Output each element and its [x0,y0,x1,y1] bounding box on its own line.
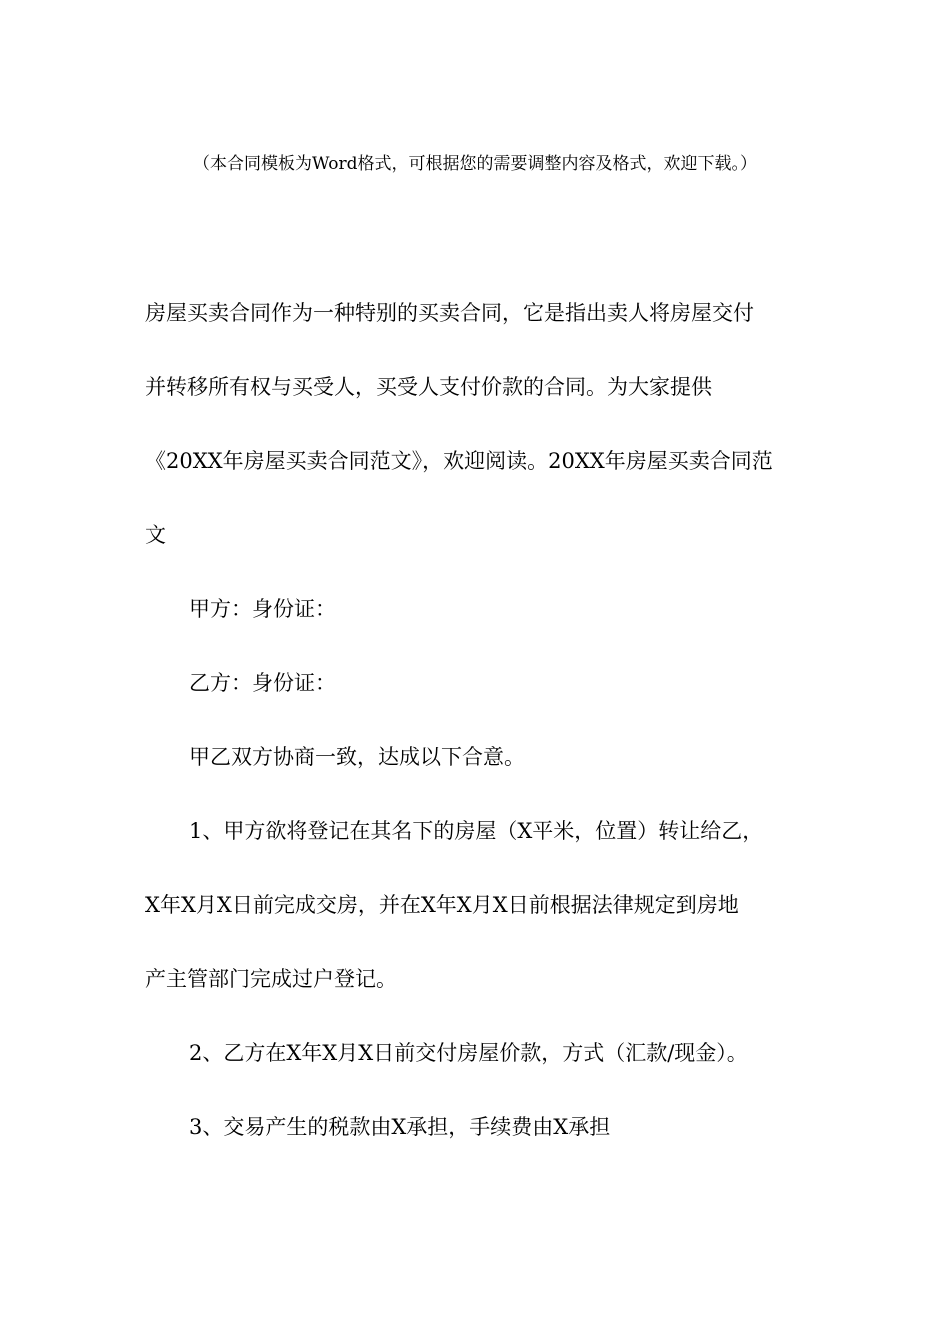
template-note: （本合同模板为Word格式，可根据您的需要调整内容及格式，欢迎下载。） [192,154,758,174]
body-line: 文 [145,523,166,547]
contract-body [145,296,805,1184]
body-line: 《20XX年房屋买卖合同范文》，欢迎阅读。20XX年房屋买卖合同范 [145,449,773,473]
party-a-line: 甲方：身份证： [189,597,336,621]
body-line: 房屋买卖合同作为一种特别的买卖合同，它是指出卖人将房屋交付 [145,301,754,325]
clause-1-line: 产主管部门完成过户登记。 [145,967,397,991]
party-b-line: 乙方：身份证： [189,671,336,695]
clause-1-line: 1、甲方欲将登记在其名下的房屋（X平米，位置）转让给乙， [189,819,764,843]
clause-1-line: X年X月X日前完成交房，并在X年X月X日前根据法律规定到房地 [145,893,739,917]
agreement-line: 甲乙双方协商一致，达成以下合意。 [189,745,525,769]
body-line: 并转移所有权与买受人，买受人支付价款的合同。为大家提供 [145,375,712,399]
clause-2-line: 2、乙方在X年X月X日前交付房屋价款，方式（汇款/现金）。 [189,1041,748,1065]
clause-3-line: 3、交易产生的税款由X承担，手续费由X承担 [189,1115,611,1139]
